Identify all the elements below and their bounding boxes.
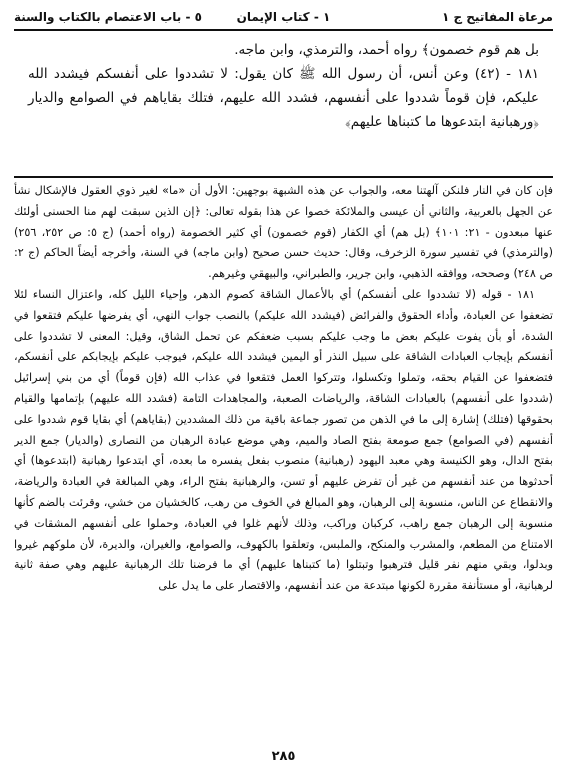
matn-paragraph: ١٨١ - (٤٢) وعن أنس، أن رسول الله ﷺ كان يقول: لا تشددوا على أنفسكم فيشدد الله عليكم، فإن قوماً شددوا على أنفسهم، فشدد الله عليهم، فتلك بقاياهم في الصوامع والديار ﴿ورهبانية ابتدعوها ما كتبناها عليهم﴾ [28,66,539,130]
running-header [14,6,553,28]
commentary-paragraph: فإن كان في النار فلنكن آلهتنا معه، والجواب عن هذه الشبهة بوجهين: الأول أن «ما» لغير ذوي العقول فالإشكال نشأ عن الجهل بالعربية، والثاني أن عيسى والملائكة خصوا عن هذا بقوله تعالى: ﴿إن الذين سبقت لهم منا الحسنى أولئك عنها مبعدون - ٢١: ١٠١﴾ (بل هم) أي الكفار (قوم خصمون) أي كثير الخصومة (رواه أحمد) (ج ٥: ص ٢٥٢، ٢٥٦) (والترمذي) في تفسير سورة الزخرف، وقال: حديث حسن صحيح (وابن ماجه) في السنة، وأخرجه أيضاً الحاكم (ج ٢: ص ٢٤٨) وصححه، ووافقه الذهبي، وابن جرير، والطبراني، والبيهقي وغيرهم. [14,184,553,281]
separator-rule [14,176,553,178]
header-book-title: مرعاة المفاتيح ج ١ [441,10,553,24]
matn-paragraph: بل هم قوم خصمون﴾ رواه أحمد، والترمذي، وابن ماجه. [234,42,539,58]
page-number: ٢٨٥ [271,749,296,764]
header-section: ٥ - باب الاعتصام بالكتاب والسنة [14,10,202,24]
hadith-text [28,38,539,134]
header-rule [14,29,553,31]
commentary-text [14,181,553,731]
commentary-paragraph: ١٨١ - قوله (لا تشددوا على أنفسكم) أي بالأعمال الشاقة كصوم الدهر، وإحياء الليل كله، واعتزال النساء لئلا تضعفوا عن العبادة، وأداء الحقوق والفرائض (فيشدد الله عليكم) بالنصب جواب النهي، أي يفرضها عليكم فتقعوا في الشدة، أو بأن يفوت عليكم بعض ما وجب عليكم بسبب ضعفكم عن تحمل الشاق، وقيل: المعنى لا تشددوا على أنفسكم بإيجاب العبادات الشاقة على سبيل النذر أو اليمين فيشدد الله عليكم، فيوجب عليكم بإيجابكم على أنفسكم، فتضعفوا عن القيام بحقه، وتملوا وتكسلوا، وتتركوا العمل فتقعوا في عذاب الله (فإن قوماً) أي من بني إسرائيل (شددوا على أنفسهم) بالعبادات الشاقة، والرياضات الصعبة، والمجاهدات التامة (فشدد الله عليهم) بإتمامها والقيام بحقوقها (فتلك) إشارة إلى ما في الذهن من تصور جماعة باقية من ذلك المشددين (بقاياهم) أي بقايا قوم شددوا على أنفسهم (في الصوامع) جمع صومعة بفتح الصاد والميم، وهي موضع عبادة الرهبان من النصارى (والديار) جمع الدير بفتح الدال، وهو الكنيسة وهي معبد اليهود (رهبانية) منصوب بفعل يفسره ما بعده، أي ابتدعوا رهبانية (ابتدعوها) أي أحدثوها من عند أنفسهم من غير أن تفرض عليهم أو تسن، والرهبانية بفتح الراء، وهي المبالغة في العبادة والرياضة، والانقطاع عن الناس، منسوبة إلى الرهبان، وهو المبالغ في الخوف من رهب، كالخشيان من خشي، وقرئت بالضم كأنها منسوبة إلى الرهبان جمع راهب، كركبان وراكب، وذلك لأنهم غلوا في العبادة، وحملوا على أنفسهم المشقات في الامتناع من المطعم، والمشرب والمنكح، والملبس، وتعلقوا بالكهوف، والصوامع، والغيران، والديرة، لأن ملوكهم غيروا وبدلوا، وبقي منهم نفر قليل فترهبوا وتبتلوا (ما كتبناها عليهم) أي ما فرضنا تلك الرهبانية عليهم وهي صفة ثانية لرهبانية، أو مستأنفة مقررة لكونها مبتدعة من عند أنفسهم، والاقتصار على ما يدل على [14,287,553,593]
header-chapter: ١ - كتاب الإيمان [236,10,331,24]
